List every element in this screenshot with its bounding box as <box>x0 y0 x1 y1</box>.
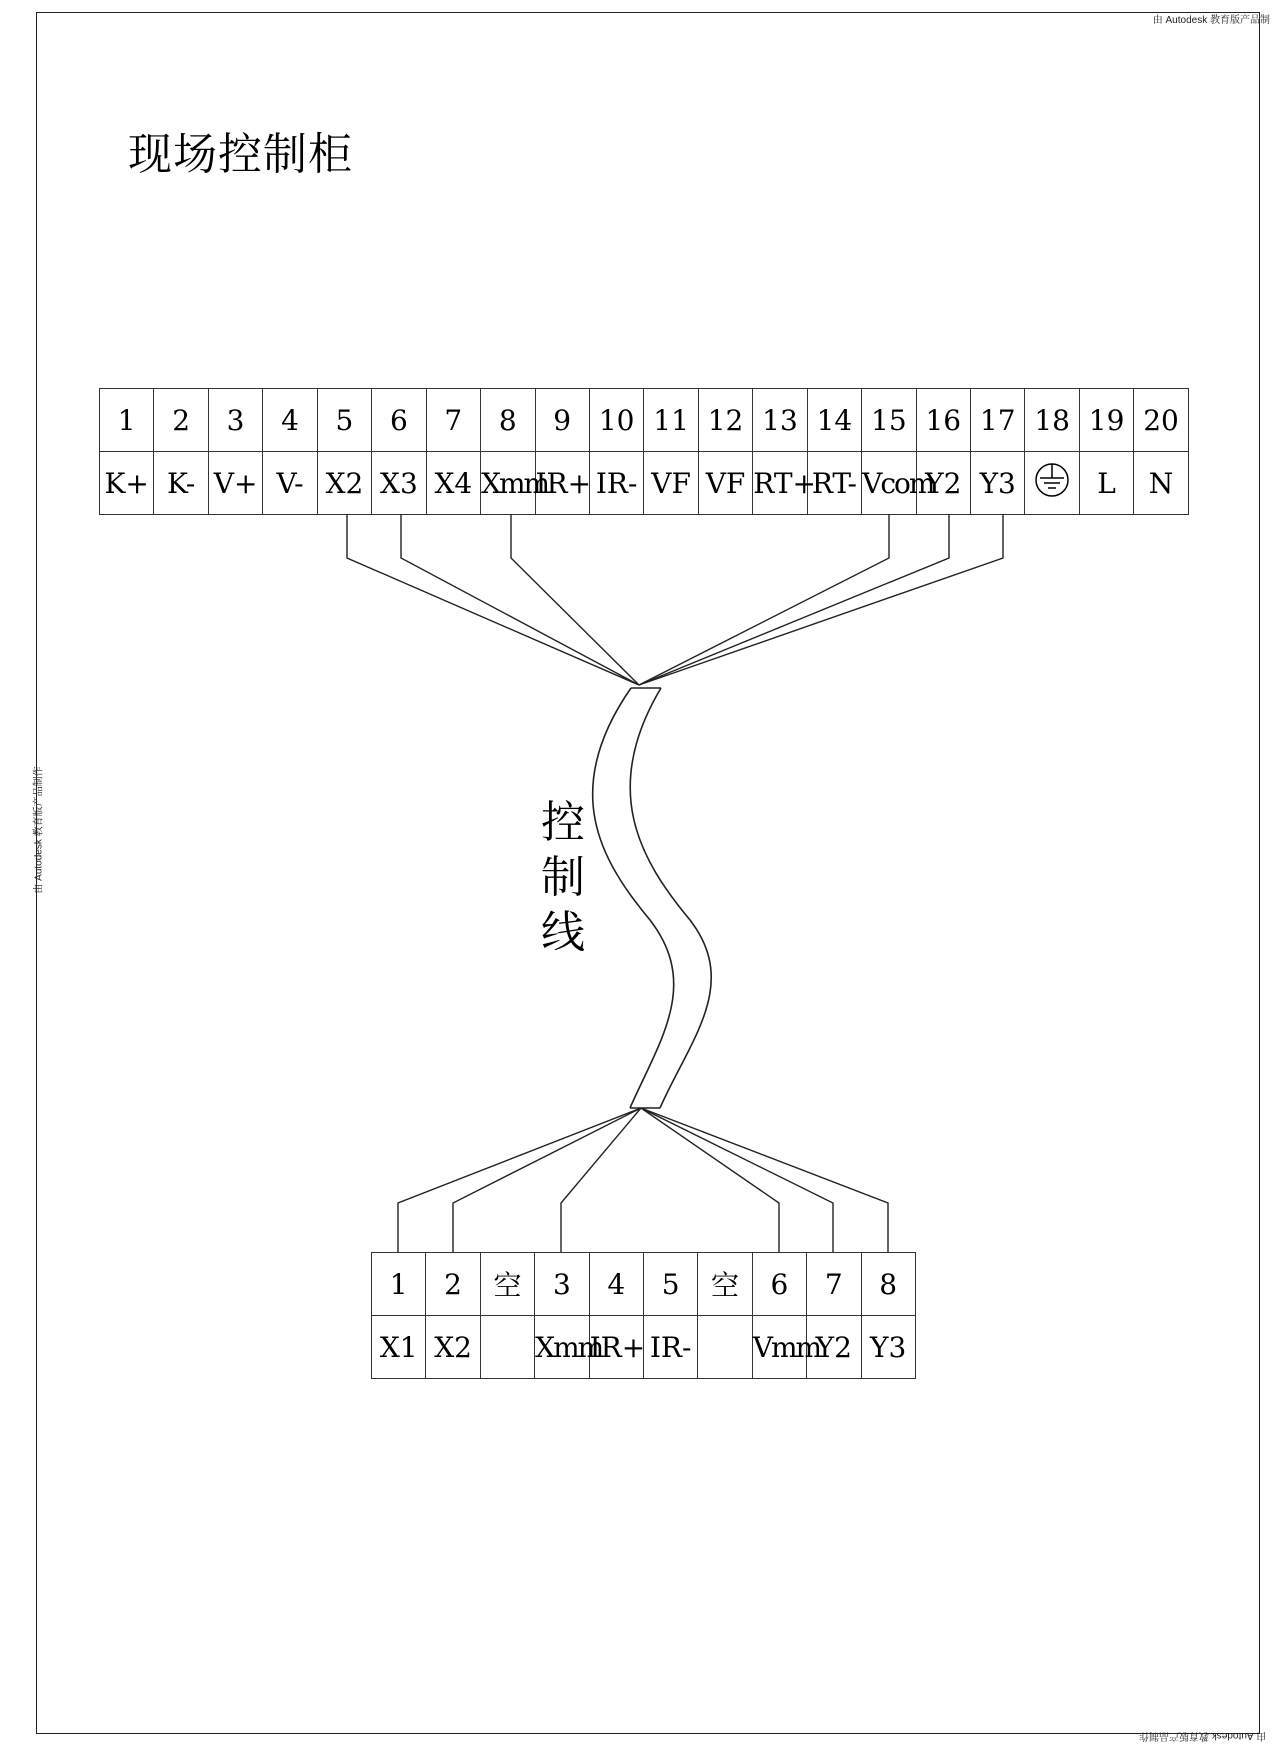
terminal-label: VF <box>644 452 698 515</box>
terminal-label: IR+ <box>535 452 589 515</box>
terminal-number: 16 <box>916 389 970 452</box>
terminal-number: 3 <box>535 1253 589 1316</box>
terminal-label: Y2 <box>916 452 970 515</box>
watermark-bottom: 由 Autodesk 教育版产品制作 <box>1138 1730 1266 1741</box>
terminal-number: 7 <box>426 389 480 452</box>
terminal-label: VF <box>698 452 752 515</box>
terminal-label: X3 <box>372 452 426 515</box>
terminal-number: 6 <box>372 389 426 452</box>
terminal-number: 8 <box>481 389 535 452</box>
terminal-number: 5 <box>643 1253 697 1316</box>
terminal-number: 空 <box>480 1253 534 1316</box>
terminal-number: 14 <box>807 389 861 452</box>
terminal-number: 15 <box>862 389 916 452</box>
terminal-number: 2 <box>426 1253 480 1316</box>
terminal-number: 4 <box>263 389 317 452</box>
terminal-number: 5 <box>317 389 371 452</box>
wire-x1 <box>398 1108 641 1252</box>
terminal-number: 10 <box>589 389 643 452</box>
wire-x2-lower <box>453 1108 641 1252</box>
terminal-label: X4 <box>426 452 480 515</box>
terminal-number: 11 <box>644 389 698 452</box>
wire-x3 <box>401 514 639 685</box>
terminal-label <box>480 1316 534 1379</box>
wire-vmm <box>641 1108 779 1252</box>
device-terminal-block <box>371 1252 916 1379</box>
terminal-label: L <box>1079 452 1133 515</box>
terminal-label: V- <box>263 452 317 515</box>
terminal-label: X1 <box>372 1316 426 1379</box>
terminal-label: Vmm <box>752 1316 806 1379</box>
wire-y3-lower <box>641 1108 888 1252</box>
wire-xmm-lower <box>561 1108 641 1252</box>
terminal-label: IR+ <box>589 1316 643 1379</box>
cable-label-char: 线 <box>541 907 585 958</box>
terminal-label: IR- <box>589 452 643 515</box>
terminal-number: 2 <box>154 389 208 452</box>
terminal-label-row <box>372 1316 916 1379</box>
cable-label <box>538 795 588 960</box>
wire-x2 <box>347 514 639 685</box>
wire-xmm <box>511 514 639 685</box>
terminal-number: 18 <box>1025 389 1079 452</box>
lower-wire-fan <box>398 1108 888 1252</box>
terminal-label: N <box>1134 452 1188 515</box>
terminal-label: Xmm <box>481 452 535 515</box>
watermark-left: 由 Autodesk 教育版产品制作 <box>33 766 45 894</box>
cable-label-char: 制 <box>541 852 585 903</box>
terminal-number: 6 <box>752 1253 806 1316</box>
terminal-label: Vcom <box>862 452 916 515</box>
terminal-number: 7 <box>807 1253 861 1316</box>
terminal-number: 8 <box>861 1253 915 1316</box>
terminal-number-row <box>372 1253 916 1316</box>
terminal-number: 1 <box>372 1253 426 1316</box>
terminal-number: 空 <box>698 1253 752 1316</box>
terminal-label: X2 <box>426 1316 480 1379</box>
terminal-label: V+ <box>208 452 262 515</box>
upper-wire-fan <box>347 514 1003 685</box>
watermark-top: 由 Autodesk 教育版产品制 <box>1152 15 1270 26</box>
terminal-number: 12 <box>698 389 752 452</box>
terminal-number: 19 <box>1079 389 1133 452</box>
terminal-label <box>698 1316 752 1379</box>
terminal-number: 4 <box>589 1253 643 1316</box>
terminal-label: Xmm <box>535 1316 589 1379</box>
terminal-label: K+ <box>100 452 154 515</box>
terminal-label: K- <box>154 452 208 515</box>
control-cable <box>593 688 712 1108</box>
terminal-number: 13 <box>753 389 807 452</box>
terminal-label: X2 <box>317 452 371 515</box>
terminal-number: 9 <box>535 389 589 452</box>
terminal-label: Y3 <box>861 1316 915 1379</box>
terminal-label: Y2 <box>807 1316 861 1379</box>
cable-outline-right <box>630 688 711 1108</box>
cable-outline-left <box>593 688 674 1108</box>
terminal-number: 3 <box>208 389 262 452</box>
wire-y2 <box>639 514 949 685</box>
terminal-label: IR- <box>643 1316 697 1379</box>
cable-label-char: 控 <box>541 797 585 848</box>
terminal-label: Y3 <box>971 452 1025 515</box>
drawing-title: 现场控制柜 <box>128 129 353 180</box>
terminal-number: 1 <box>100 389 154 452</box>
wire-y2-lower <box>641 1108 833 1252</box>
wire-vcom <box>639 514 889 685</box>
terminal-number: 17 <box>971 389 1025 452</box>
terminal-label: RT+ <box>753 452 807 515</box>
terminal-number: 20 <box>1134 389 1188 452</box>
terminal-label: RT- <box>807 452 861 515</box>
